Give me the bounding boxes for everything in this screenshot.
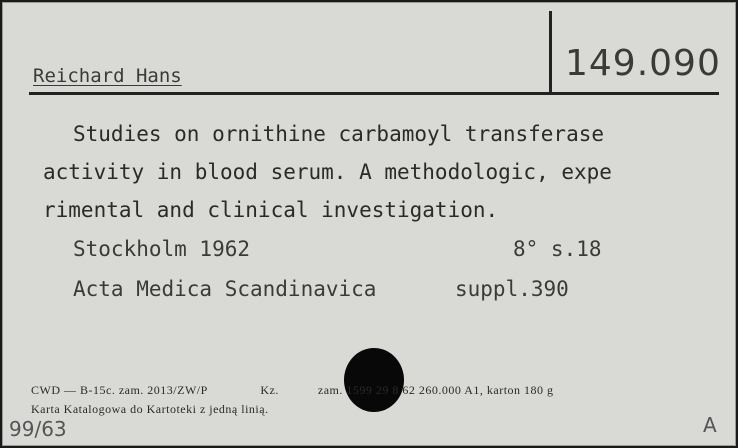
footer-print-code: CWD — B-15c. zam. 2013/ZW/P xyxy=(31,383,208,397)
title-line-2: activity in blood serum. A methodologic, expe xyxy=(43,160,612,184)
title-line-3: rimental and clinical investigation. xyxy=(43,198,499,222)
author-name: Reichard Hans xyxy=(33,65,182,87)
footer-line-2: Karta Katalogowa do Kartoteki z jedną linią. xyxy=(31,402,269,416)
call-number: 149.090 xyxy=(565,43,721,84)
title-line-1: Studies on ornithine carbamoyl transferase xyxy=(73,122,605,146)
footer-kz: Kz. xyxy=(260,383,279,397)
place-year: Stockholm 1962 xyxy=(73,237,251,261)
punch-hole xyxy=(344,348,404,412)
journal-name: Acta Medica Scandinavica xyxy=(73,277,377,301)
header-rule xyxy=(29,92,719,95)
vertical-divider xyxy=(549,11,552,95)
footer-line-1 xyxy=(31,383,554,398)
format-pages: 8° s.18 xyxy=(513,237,602,261)
handwritten-note: 99/63 xyxy=(9,417,67,441)
footer-order-info: zam. 1599 29 8 62 260.000 A1, karton 180 g xyxy=(317,383,554,397)
catalog-card xyxy=(2,2,736,446)
handwritten-mark: A xyxy=(703,413,717,437)
supplement: suppl.390 xyxy=(455,277,569,301)
work-title xyxy=(43,115,723,229)
